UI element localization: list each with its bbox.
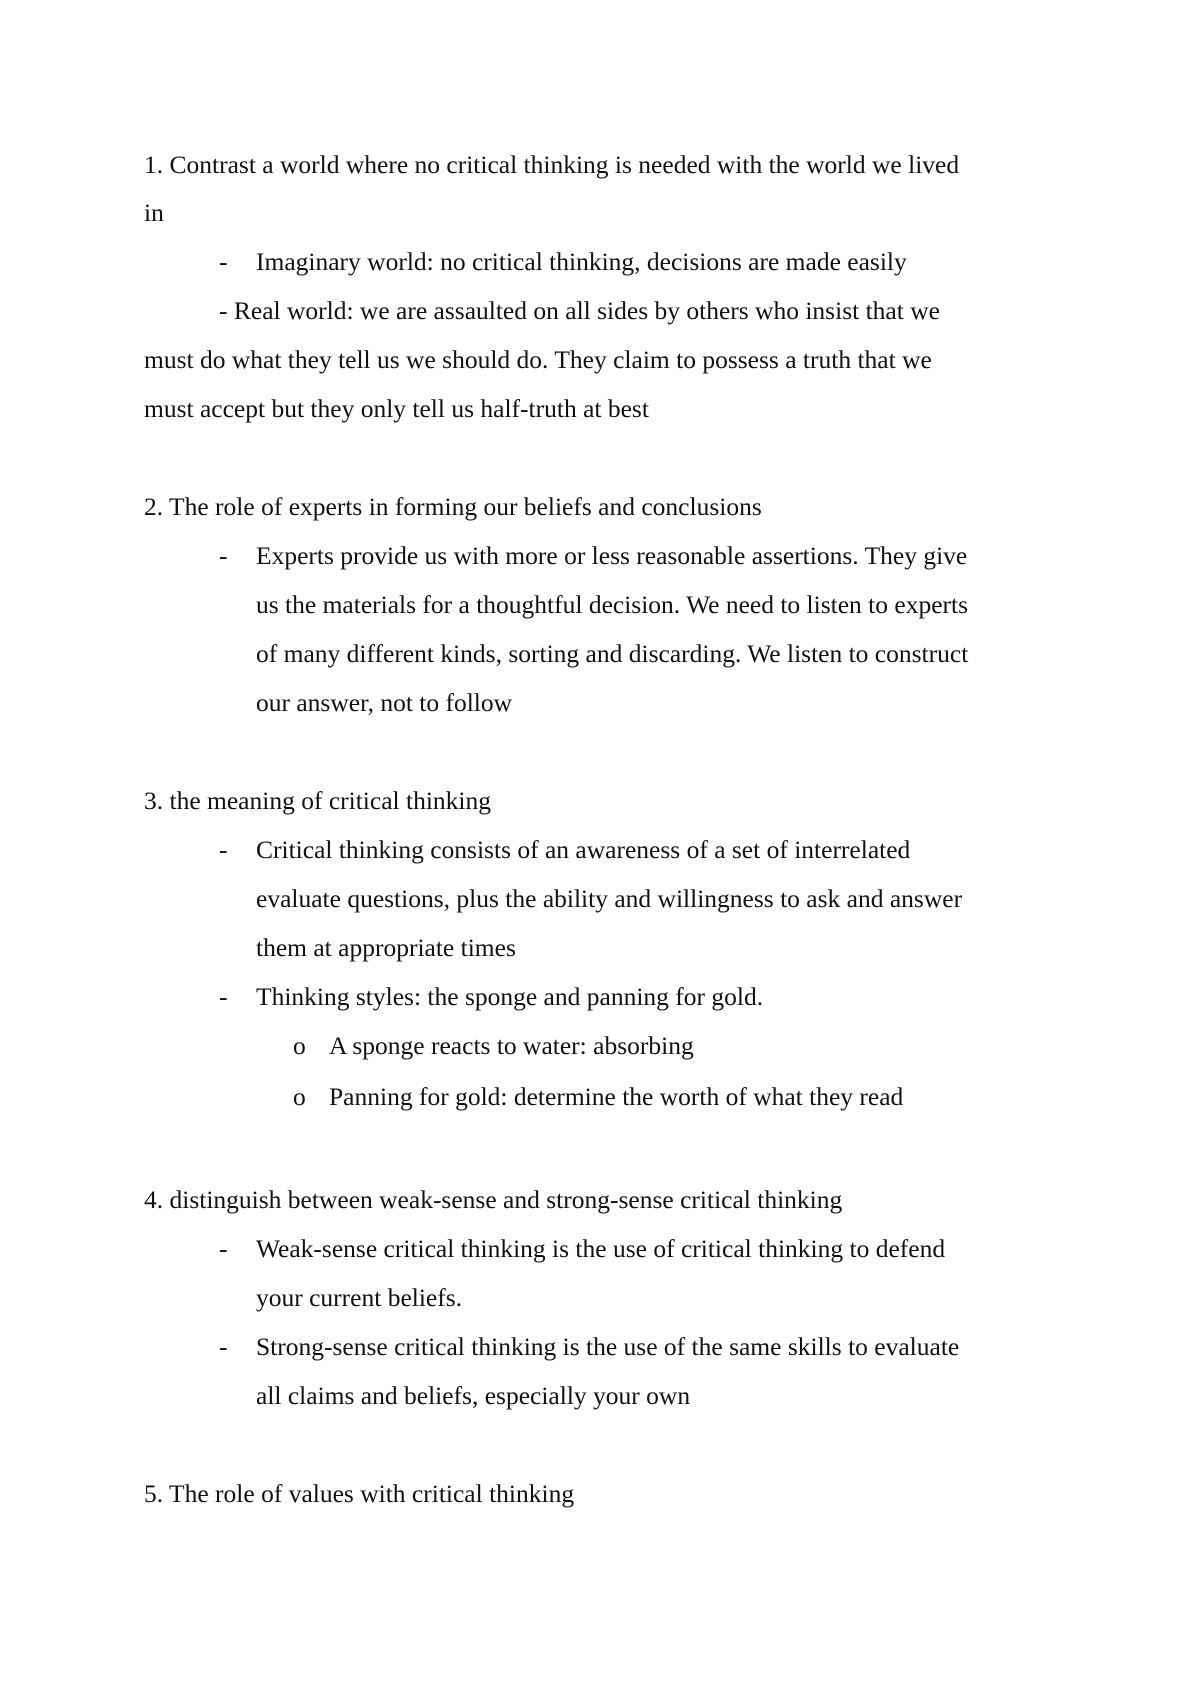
section-3-heading: 3. the meaning of critical thinking	[144, 786, 491, 815]
section-3-item-1-line-1: Critical thinking consists of an awareness of a set of interrelated	[256, 835, 911, 864]
bullet-circle: o	[293, 1031, 306, 1060]
bullet-dash: -	[219, 1332, 228, 1361]
section-3-subitem-1: A sponge reacts to water: absorbing	[329, 1031, 694, 1060]
bullet-dash: -	[219, 541, 228, 570]
section-3-subitem-2: Panning for gold: determine the worth of what they read	[329, 1082, 904, 1111]
bullet-dash: -	[219, 1234, 228, 1263]
section-4-item-1-line-1: Weak-sense critical thinking is the use of critical thinking to defend	[256, 1234, 946, 1263]
section-2-heading: 2. The role of experts in forming our beliefs and conclusions	[144, 492, 762, 521]
bullet-dash: -	[219, 835, 228, 864]
section-1-heading-continued: in	[144, 198, 164, 227]
section-4-heading: 4. distinguish between weak-sense and strong-sense critical thinking	[144, 1185, 843, 1214]
section-5-heading: 5. The role of values with critical thinking	[144, 1479, 575, 1508]
section-3-item-1-line-3: them at appropriate times	[256, 933, 516, 962]
section-2-item-1-line-3: of many different kinds, sorting and discarding. We listen to construct	[256, 639, 969, 668]
bullet-circle: o	[293, 1082, 306, 1111]
section-1-item-2-line-3: must accept but they only tell us half-truth at best	[144, 394, 649, 423]
section-4-item-2-line-2: all claims and beliefs, especially your own	[256, 1381, 691, 1410]
section-1-item-2-line-2: must do what they tell us we should do. They claim to possess a truth that we	[144, 345, 932, 374]
section-1-item-2-line-1: - Real world: we are assaulted on all sides by others who insist that we	[219, 296, 940, 325]
bullet-dash: -	[219, 982, 228, 1011]
section-1-item-1-line-1: Imaginary world: no critical thinking, decisions are made easily	[256, 247, 907, 276]
section-2-item-1-line-2: us the materials for a thoughtful decision. We need to listen to experts	[256, 590, 969, 619]
section-3-item-2-line-1: Thinking styles: the sponge and panning for gold.	[256, 982, 764, 1011]
bullet-dash: -	[219, 247, 228, 276]
section-4-item-2-line-1: Strong-sense critical thinking is the use of the same skills to evaluate	[256, 1332, 960, 1361]
section-4-item-1-line-2: your current beliefs.	[256, 1283, 463, 1312]
section-2-item-1-line-1: Experts provide us with more or less reasonable assertions. They give	[256, 541, 968, 570]
section-1-heading: 1. Contrast a world where no critical thinking is needed with the world we lived	[144, 150, 960, 179]
section-3-item-1-line-2: evaluate questions, plus the ability and willingness to ask and answer	[256, 884, 963, 913]
section-2-item-1-line-4: our answer, not to follow	[256, 688, 513, 717]
